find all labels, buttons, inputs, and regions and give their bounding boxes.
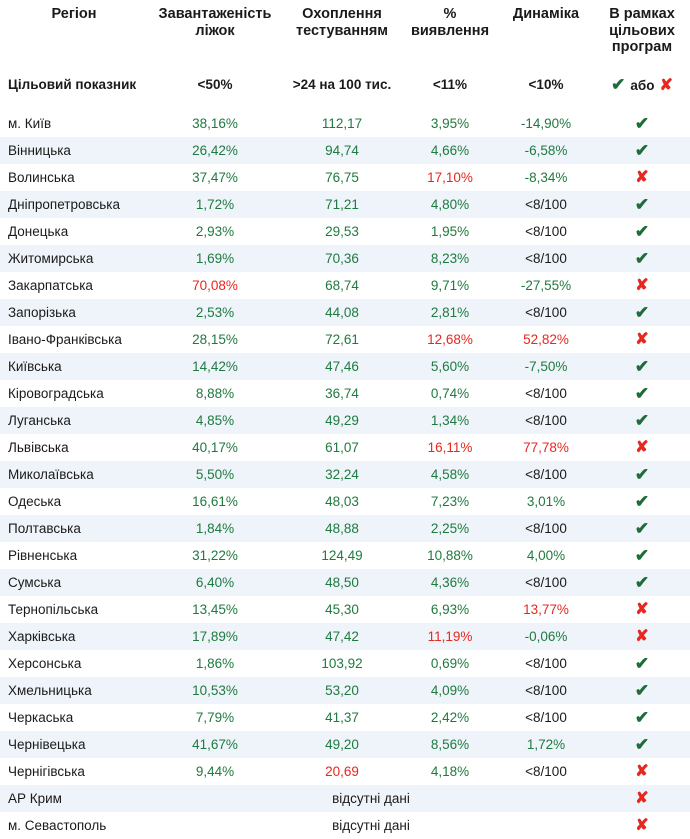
cell-beds: 2,93%	[195, 224, 235, 240]
cell-testing: 70,36	[325, 251, 359, 267]
cell-beds: 5,50%	[195, 467, 235, 483]
cell-goal	[594, 623, 690, 650]
table-row	[0, 272, 690, 299]
header-testing: Охоплення тестуванням	[295, 6, 389, 39]
cell-goal	[594, 461, 690, 488]
cell-region: Дніпропетровська	[8, 197, 121, 213]
table-row	[0, 110, 690, 137]
cell-region: Волинська	[8, 170, 75, 186]
table-row	[0, 623, 690, 650]
cross-icon: ✘	[635, 600, 649, 618]
cell-dynamics: -8,34%	[524, 170, 568, 186]
cell-dynamics: <8/100	[525, 386, 567, 402]
cell-nodata: відсутні дані	[332, 791, 410, 807]
check-icon: ✔	[611, 74, 626, 94]
cell-dynamics: <8/100	[525, 656, 567, 672]
cell-nodata: відсутні дані	[332, 818, 410, 834]
cell-goal	[594, 272, 690, 299]
cross-icon: ✘	[659, 76, 673, 94]
cell-beds: 1,84%	[195, 521, 235, 537]
cell-detection: 6,93%	[430, 602, 470, 618]
target-dynamics: <10%	[528, 77, 564, 93]
cell-goal	[594, 650, 690, 677]
cell-region: Львівська	[8, 440, 69, 456]
cell-detection: 8,23%	[430, 251, 470, 267]
cell-dynamics: 13,77%	[523, 602, 569, 618]
target-testing: >24 на 100 тис.	[292, 77, 392, 93]
check-icon: ✔	[634, 357, 650, 377]
cell-goal	[594, 326, 690, 353]
cell-beds: 7,79%	[195, 710, 235, 726]
cell-detection: 1,34%	[430, 413, 470, 429]
check-icon: ✔	[634, 519, 650, 539]
check-icon: ✔	[634, 222, 650, 242]
cell-detection: 4,09%	[430, 683, 470, 699]
cell-testing: 47,46	[325, 359, 359, 375]
cell-region: Черкаська	[8, 710, 74, 726]
cell-testing: 94,74	[325, 143, 359, 159]
check-icon: ✔	[634, 735, 650, 755]
table-row	[0, 596, 690, 623]
check-icon: ✔	[634, 708, 650, 728]
cell-goal	[594, 596, 690, 623]
cell-testing: 103,92	[321, 656, 363, 672]
table-row	[0, 515, 690, 542]
cell-detection: 11,19%	[427, 629, 473, 645]
cell-beds: 1,86%	[195, 656, 235, 672]
cell-testing: 49,20	[325, 737, 359, 753]
check-icon: ✔	[634, 573, 650, 593]
table-row	[0, 191, 690, 218]
cell-dynamics: 3,01%	[526, 494, 566, 510]
table-row	[0, 812, 690, 839]
cell-testing: 53,20	[325, 683, 359, 699]
cell-beds: 26,42%	[192, 143, 238, 159]
cell-testing: 48,88	[325, 521, 359, 537]
cell-region: Миколаївська	[8, 467, 94, 483]
cell-detection: 2,81%	[430, 305, 470, 321]
cell-beds: 28,15%	[192, 332, 238, 348]
cell-goal	[594, 407, 690, 434]
cell-detection: 2,25%	[430, 521, 470, 537]
table-row	[0, 569, 690, 596]
cell-beds: 8,88%	[195, 386, 235, 402]
cell-dynamics: -6,58%	[524, 143, 568, 159]
cell-dynamics: -14,90%	[520, 116, 572, 132]
cell-detection: 3,95%	[430, 116, 470, 132]
cell-goal	[594, 434, 690, 461]
cell-testing: 61,07	[325, 440, 359, 456]
target-goal-legend	[594, 66, 690, 104]
cross-icon: ✘	[635, 789, 649, 807]
cell-goal	[594, 353, 690, 380]
table-row	[0, 731, 690, 758]
cell-beds: 14,42%	[192, 359, 238, 375]
cross-icon: ✘	[635, 627, 649, 645]
cell-testing: 49,29	[325, 413, 359, 429]
cell-detection: 7,23%	[430, 494, 470, 510]
table-row	[0, 380, 690, 407]
cell-goal	[594, 677, 690, 704]
cell-goal	[594, 704, 690, 731]
cell-beds: 41,67%	[192, 737, 238, 753]
table-header	[0, 0, 690, 66]
cell-region: Закарпатська	[8, 278, 93, 294]
table-row	[0, 299, 690, 326]
cell-region: АР Крим	[8, 791, 62, 807]
table-row	[0, 704, 690, 731]
table-row	[0, 785, 690, 812]
cell-testing: 32,24	[325, 467, 359, 483]
cell-testing: 48,03	[325, 494, 359, 510]
cell-dynamics: 52,82%	[523, 332, 569, 348]
cell-beds: 37,47%	[192, 170, 238, 186]
check-icon: ✔	[634, 411, 650, 431]
cell-beds: 1,69%	[195, 251, 235, 267]
cell-beds: 70,08%	[192, 278, 238, 294]
check-icon: ✔	[634, 249, 650, 269]
cell-goal	[594, 299, 690, 326]
cell-dynamics: <8/100	[525, 710, 567, 726]
cell-beds: 4,85%	[195, 413, 235, 429]
cell-detection: 4,80%	[430, 197, 470, 213]
table-row	[0, 245, 690, 272]
header-beds: Завантаженість ліжок	[158, 6, 272, 39]
cell-goal	[594, 137, 690, 164]
cross-icon: ✘	[635, 168, 649, 186]
cell-testing: 68,74	[325, 278, 359, 294]
table-row	[0, 542, 690, 569]
cell-region: Вінницька	[8, 143, 71, 159]
cell-beds: 6,40%	[195, 575, 235, 591]
cell-goal	[594, 542, 690, 569]
cell-detection: 5,60%	[430, 359, 470, 375]
cell-goal	[594, 110, 690, 137]
cell-goal	[594, 515, 690, 542]
cell-testing: 41,37	[325, 710, 359, 726]
cross-icon: ✘	[635, 762, 649, 780]
cell-detection: 4,58%	[430, 467, 470, 483]
cell-detection: 0,74%	[430, 386, 470, 402]
cell-beds: 10,53%	[192, 683, 238, 699]
cell-region: Тернопільська	[8, 602, 99, 618]
cell-goal	[594, 758, 690, 785]
cell-dynamics: -0,06%	[524, 629, 568, 645]
cell-region: Чернігівська	[8, 764, 85, 780]
cell-beds: 31,22%	[192, 548, 238, 564]
cell-testing: 44,08	[325, 305, 359, 321]
cell-region: м. Київ	[8, 116, 52, 132]
cell-beds: 13,45%	[192, 602, 238, 618]
cell-dynamics: <8/100	[525, 224, 567, 240]
cell-region: Запорізька	[8, 305, 76, 321]
target-beds: <50%	[197, 77, 233, 93]
table-row	[0, 218, 690, 245]
cell-detection: 4,36%	[430, 575, 470, 591]
table-row	[0, 434, 690, 461]
cell-testing: 29,53	[325, 224, 359, 240]
table-row	[0, 407, 690, 434]
cell-dynamics: <8/100	[525, 683, 567, 699]
check-icon: ✔	[634, 303, 650, 323]
cell-dynamics: 77,78%	[523, 440, 569, 456]
cell-beds: 38,16%	[192, 116, 238, 132]
table-row	[0, 758, 690, 785]
table-row	[0, 164, 690, 191]
header-goal: В рамках цільових програм	[609, 6, 675, 56]
cell-region: Київська	[8, 359, 62, 375]
header-detection: % виявлення	[410, 6, 490, 39]
cell-dynamics: <8/100	[525, 413, 567, 429]
cell-testing: 47,42	[325, 629, 359, 645]
table-row	[0, 137, 690, 164]
target-values-row	[0, 66, 690, 104]
cell-region: Донецька	[8, 224, 69, 240]
target-label: Цільовий показник	[8, 77, 137, 93]
cell-goal	[594, 785, 690, 812]
check-icon: ✔	[634, 546, 650, 566]
cell-goal	[594, 164, 690, 191]
cell-dynamics: <8/100	[525, 467, 567, 483]
cell-goal	[594, 245, 690, 272]
cell-beds: 40,17%	[192, 440, 238, 456]
cell-detection: 16,11%	[427, 440, 473, 456]
cell-region: Кіровоградська	[8, 386, 104, 402]
cell-beds: 1,72%	[195, 197, 235, 213]
cell-detection: 17,10%	[427, 170, 473, 186]
cell-dynamics: <8/100	[525, 305, 567, 321]
cell-dynamics: <8/100	[525, 251, 567, 267]
check-icon: ✔	[634, 384, 650, 404]
cell-region: Одеська	[8, 494, 62, 510]
cell-region: Івано-Франківська	[8, 332, 122, 348]
check-icon: ✔	[634, 141, 650, 161]
cell-goal	[594, 218, 690, 245]
cell-beds: 9,44%	[195, 764, 235, 780]
cell-dynamics: <8/100	[525, 521, 567, 537]
goal-legend-or: або	[630, 77, 655, 93]
cell-dynamics: 1,72%	[526, 737, 566, 753]
cell-dynamics: -27,55%	[520, 278, 572, 294]
cell-dynamics: -7,50%	[524, 359, 568, 375]
table-row	[0, 461, 690, 488]
cell-region: м. Севастополь	[8, 818, 107, 834]
header-row	[0, 0, 690, 66]
table-row	[0, 677, 690, 704]
check-icon: ✔	[634, 195, 650, 215]
cell-detection: 4,18%	[430, 764, 470, 780]
cell-region: Харківська	[8, 629, 76, 645]
cross-icon: ✘	[635, 276, 649, 294]
header-dynamics: Динаміка	[512, 6, 580, 22]
table-body	[0, 66, 690, 839]
cell-region: Житомирська	[8, 251, 94, 267]
cell-testing: 76,75	[325, 170, 359, 186]
cell-detection: 8,56%	[430, 737, 470, 753]
header-region: Регіон	[51, 6, 97, 22]
table-row	[0, 488, 690, 515]
cell-region: Полтавська	[8, 521, 81, 537]
check-icon: ✔	[634, 681, 650, 701]
cell-detection: 0,69%	[430, 656, 470, 672]
check-icon: ✔	[634, 654, 650, 674]
cell-testing: 71,21	[325, 197, 359, 213]
cell-detection: 2,42%	[430, 710, 470, 726]
check-icon: ✔	[634, 492, 650, 512]
cell-detection: 10,88%	[427, 548, 473, 564]
cross-icon: ✘	[635, 438, 649, 456]
cell-testing: 124,49	[321, 548, 363, 564]
table-row	[0, 326, 690, 353]
cell-detection: 12,68%	[427, 332, 473, 348]
cell-testing: 48,50	[325, 575, 359, 591]
cell-goal	[594, 569, 690, 596]
cell-goal	[594, 812, 690, 839]
target-detection: <11%	[432, 77, 468, 93]
cell-dynamics: <8/100	[525, 575, 567, 591]
cell-detection: 4,66%	[430, 143, 470, 159]
cell-region: Чернівецька	[8, 737, 86, 753]
check-icon: ✔	[634, 465, 650, 485]
cell-beds: 16,61%	[192, 494, 238, 510]
cell-goal	[594, 191, 690, 218]
cell-goal	[594, 488, 690, 515]
cell-testing: 112,17	[321, 116, 363, 132]
cross-icon: ✘	[635, 816, 649, 834]
table-row	[0, 353, 690, 380]
cell-detection: 1,95%	[430, 224, 470, 240]
cross-icon: ✘	[635, 330, 649, 348]
cell-testing: 20,69	[325, 764, 359, 780]
cell-dynamics: 4,00%	[526, 548, 566, 564]
cell-region: Сумська	[8, 575, 62, 591]
cell-region: Рівненська	[8, 548, 78, 564]
cell-goal	[594, 731, 690, 758]
cell-dynamics: <8/100	[525, 764, 567, 780]
cell-goal	[594, 380, 690, 407]
cell-region: Луганська	[8, 413, 71, 429]
check-icon: ✔	[634, 114, 650, 134]
cell-beds: 17,89%	[192, 629, 238, 645]
cell-region: Херсонська	[8, 656, 82, 672]
cell-detection: 9,71%	[430, 278, 470, 294]
cell-testing: 36,74	[325, 386, 359, 402]
cell-testing: 72,61	[325, 332, 359, 348]
cell-region: Хмельницька	[8, 683, 92, 699]
cell-beds: 2,53%	[195, 305, 235, 321]
cell-testing: 45,30	[325, 602, 359, 618]
cell-dynamics: <8/100	[525, 197, 567, 213]
table-row	[0, 650, 690, 677]
